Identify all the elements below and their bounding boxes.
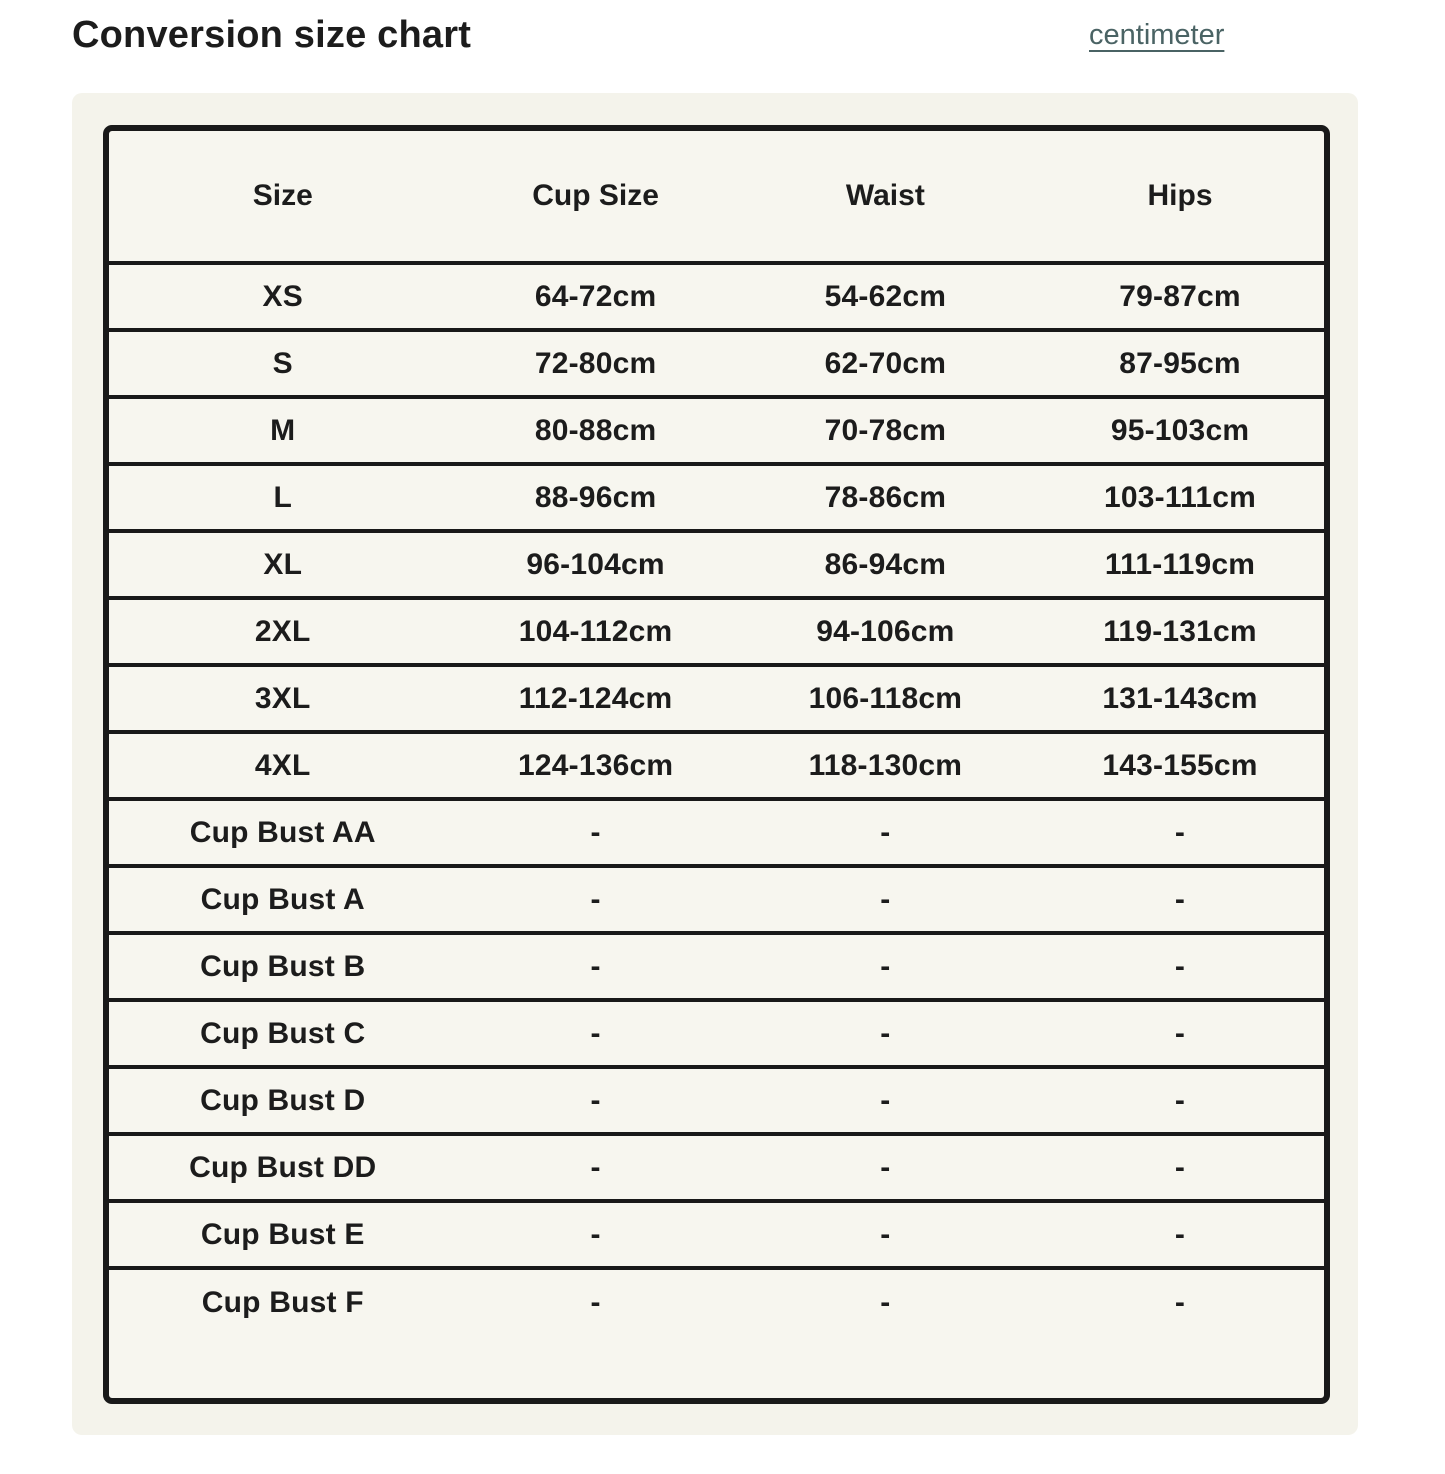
size-cell: Cup Bust F	[201, 1285, 364, 1319]
waist-cell: 106-118cm	[808, 681, 963, 715]
header-hips: Hips	[1147, 179, 1213, 212]
size-cell: M	[270, 413, 296, 447]
header-size: Size	[252, 179, 313, 212]
hips-cell: 131-143cm	[1102, 681, 1258, 715]
page-header	[0, 0, 1445, 93]
hips-cell: 103-111cm	[1104, 480, 1256, 514]
hips-cell: -	[1174, 1217, 1186, 1251]
table-row	[109, 732, 1324, 799]
size-cell: 4XL	[254, 748, 311, 782]
table-row	[109, 1268, 1324, 1335]
waist-cell: -	[880, 1285, 891, 1319]
size-chart-panel	[72, 93, 1358, 1435]
hips-cell: -	[1174, 882, 1186, 916]
table-row	[109, 330, 1324, 397]
cup-size-cell: 64-72cm	[534, 279, 657, 313]
table-body	[109, 263, 1324, 1335]
size-cell: Cup Bust B	[200, 949, 366, 983]
cup-size-cell: -	[590, 1150, 601, 1184]
hips-cell: -	[1174, 815, 1186, 849]
cup-size-cell: -	[590, 1016, 601, 1050]
hips-cell: 119-131cm	[1103, 614, 1257, 648]
table-row	[109, 1000, 1324, 1067]
table-row	[109, 1067, 1324, 1134]
waist-cell: -	[880, 1150, 891, 1184]
size-cell: Cup Bust D	[200, 1083, 366, 1117]
cup-size-cell: 124-136cm	[517, 748, 674, 782]
table-row	[109, 665, 1324, 732]
waist-cell: 62-70cm	[824, 346, 947, 380]
header-row	[109, 131, 1324, 263]
waist-cell: 86-94cm	[824, 547, 947, 581]
size-cell: Cup Bust E	[200, 1217, 365, 1251]
hips-cell: 79-87cm	[1119, 279, 1241, 313]
table-row	[109, 397, 1324, 464]
size-cell: S	[272, 346, 293, 380]
cup-size-cell: -	[590, 1083, 601, 1117]
table-row	[109, 531, 1324, 598]
cup-size-cell: -	[590, 949, 601, 983]
cup-size-cell: -	[590, 1217, 601, 1251]
size-cell: Cup Bust AA	[189, 815, 376, 849]
header-waist: Waist	[845, 179, 925, 212]
hips-cell: 143-155cm	[1102, 748, 1258, 782]
hips-cell: -	[1174, 949, 1186, 983]
table-row	[109, 598, 1324, 665]
table-row	[109, 866, 1324, 933]
size-chart-table-frame	[103, 125, 1330, 1404]
cup-size-cell: -	[590, 1285, 601, 1319]
table-row	[109, 464, 1324, 531]
cup-size-cell: 104-112cm	[518, 614, 673, 648]
waist-cell: 54-62cm	[824, 279, 947, 313]
hips-cell: -	[1174, 1150, 1186, 1184]
cup-size-cell: -	[590, 815, 601, 849]
hips-cell: -	[1174, 1016, 1186, 1050]
hips-cell: -	[1174, 1083, 1186, 1117]
table-row	[109, 263, 1324, 330]
cup-size-cell: 88-96cm	[534, 480, 657, 514]
cup-size-cell: 96-104cm	[526, 547, 665, 581]
table-row	[109, 1201, 1324, 1268]
waist-cell: 118-130cm	[808, 748, 963, 782]
unit-toggle-link[interactable]: centimeter	[1089, 19, 1225, 51]
waist-cell: -	[880, 1016, 891, 1050]
waist-cell: 78-86cm	[824, 480, 947, 514]
size-chart-table	[109, 131, 1324, 1335]
table-row	[109, 1134, 1324, 1201]
size-cell: L	[273, 480, 292, 514]
waist-cell: 70-78cm	[824, 413, 947, 447]
hips-cell: 111-119cm	[1104, 547, 1256, 581]
size-cell: Cup Bust C	[200, 1016, 366, 1050]
table-row	[109, 799, 1324, 866]
size-cell: 2XL	[254, 614, 311, 648]
size-cell: XL	[263, 547, 303, 581]
cup-size-cell: 72-80cm	[534, 346, 657, 380]
hips-cell: 87-95cm	[1119, 346, 1241, 380]
size-cell: Cup Bust DD	[189, 1150, 377, 1184]
size-cell: Cup Bust A	[200, 882, 365, 916]
hips-cell: 95-103cm	[1110, 413, 1250, 447]
size-cell: 3XL	[254, 681, 311, 715]
waist-cell: -	[880, 815, 891, 849]
cup-size-cell: 112-124cm	[518, 681, 673, 715]
page-title: Conversion size chart	[72, 14, 472, 56]
waist-cell: -	[880, 1217, 891, 1251]
cup-size-cell: 80-88cm	[534, 413, 657, 447]
table-header	[109, 131, 1324, 263]
hips-cell: -	[1174, 1285, 1186, 1319]
cup-size-cell: -	[590, 882, 601, 916]
size-cell: XS	[262, 279, 303, 313]
waist-cell: -	[880, 1083, 891, 1117]
table-row	[109, 933, 1324, 1000]
waist-cell: 94-106cm	[816, 614, 955, 648]
waist-cell: -	[880, 882, 891, 916]
header-cup-size: Cup Size	[532, 179, 659, 212]
waist-cell: -	[880, 949, 891, 983]
